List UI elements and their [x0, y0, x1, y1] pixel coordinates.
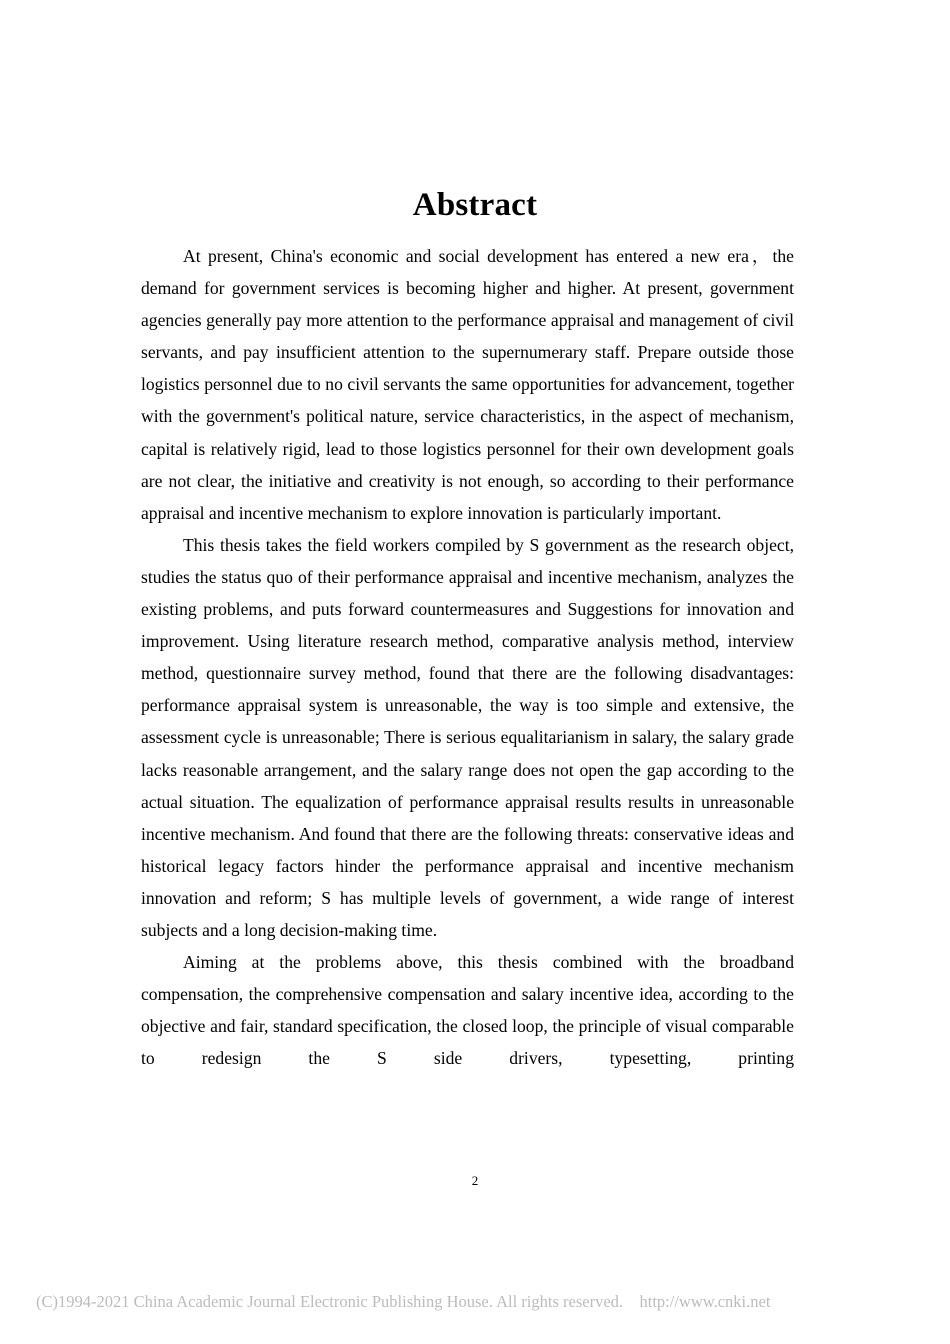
paragraph: Aiming at the problems above, this thesis combined with the broadband compensation, the comprehensive compensation and salary incentive idea, according to the objective and fair, standard specification, the closed loop, the principle of visual comparable to redesign the S side drivers, typesetting, printing [141, 952, 794, 1069]
page-title: Abstract [412, 187, 538, 224]
paragraph: This thesis takes the field workers compiled by S government as the research object, studies the status quo of their performance appraisal and incentive mechanism, analyzes the existing problems, and puts forward countermeasures and Suggestions for innovation and improvement. Using literature research method, comparative analysis method, interview method, questionnaire survey method, found that there are the following disadvantages: performance appraisal system is unreasonable, the way is too simple and extensive, the assessment cycle is unreasonable; There is serious equalitarianism in salary, the salary grade lacks reasonable arrangement, and the salary range does not open the gap according to the actual situation. The equalization of performance appraisal results results in unreasonable incentive mechanism. And found that there are the following threats: conservative ideas and historical legacy factors hinder the performance appraisal and incentive mechanism innovation and reform; S has multiple levels of government, a wide range of interest subjects and a long decision-making time. [141, 534, 794, 940]
abstract-body [141, 240, 794, 1074]
footer-copyright: (C)1994-2021 China Academic Journal Electronic Publishing House. All rights reserved. http://www.cnki.net [36, 1292, 771, 1311]
page-number: 2 [471, 1173, 479, 1188]
paragraph: At present, China's economic and social development has entered a new era，the demand for government services is becoming higher and higher. At present, government agencies generally pay more attention to the performance appraisal and management of civil servants, and pay insufficient attention to the supernumerary staff. Prepare outside those logistics personnel due to no civil servants the same opportunities for advancement, together with the government's political nature, service characteristics, in the aspect of mechanism, capital is relatively rigid, lead to those logistics personnel for their own development goals are not clear, the initiative and creativity is not enough, so according to their performance appraisal and incentive mechanism to explore innovation is particularly important. [141, 246, 794, 523]
